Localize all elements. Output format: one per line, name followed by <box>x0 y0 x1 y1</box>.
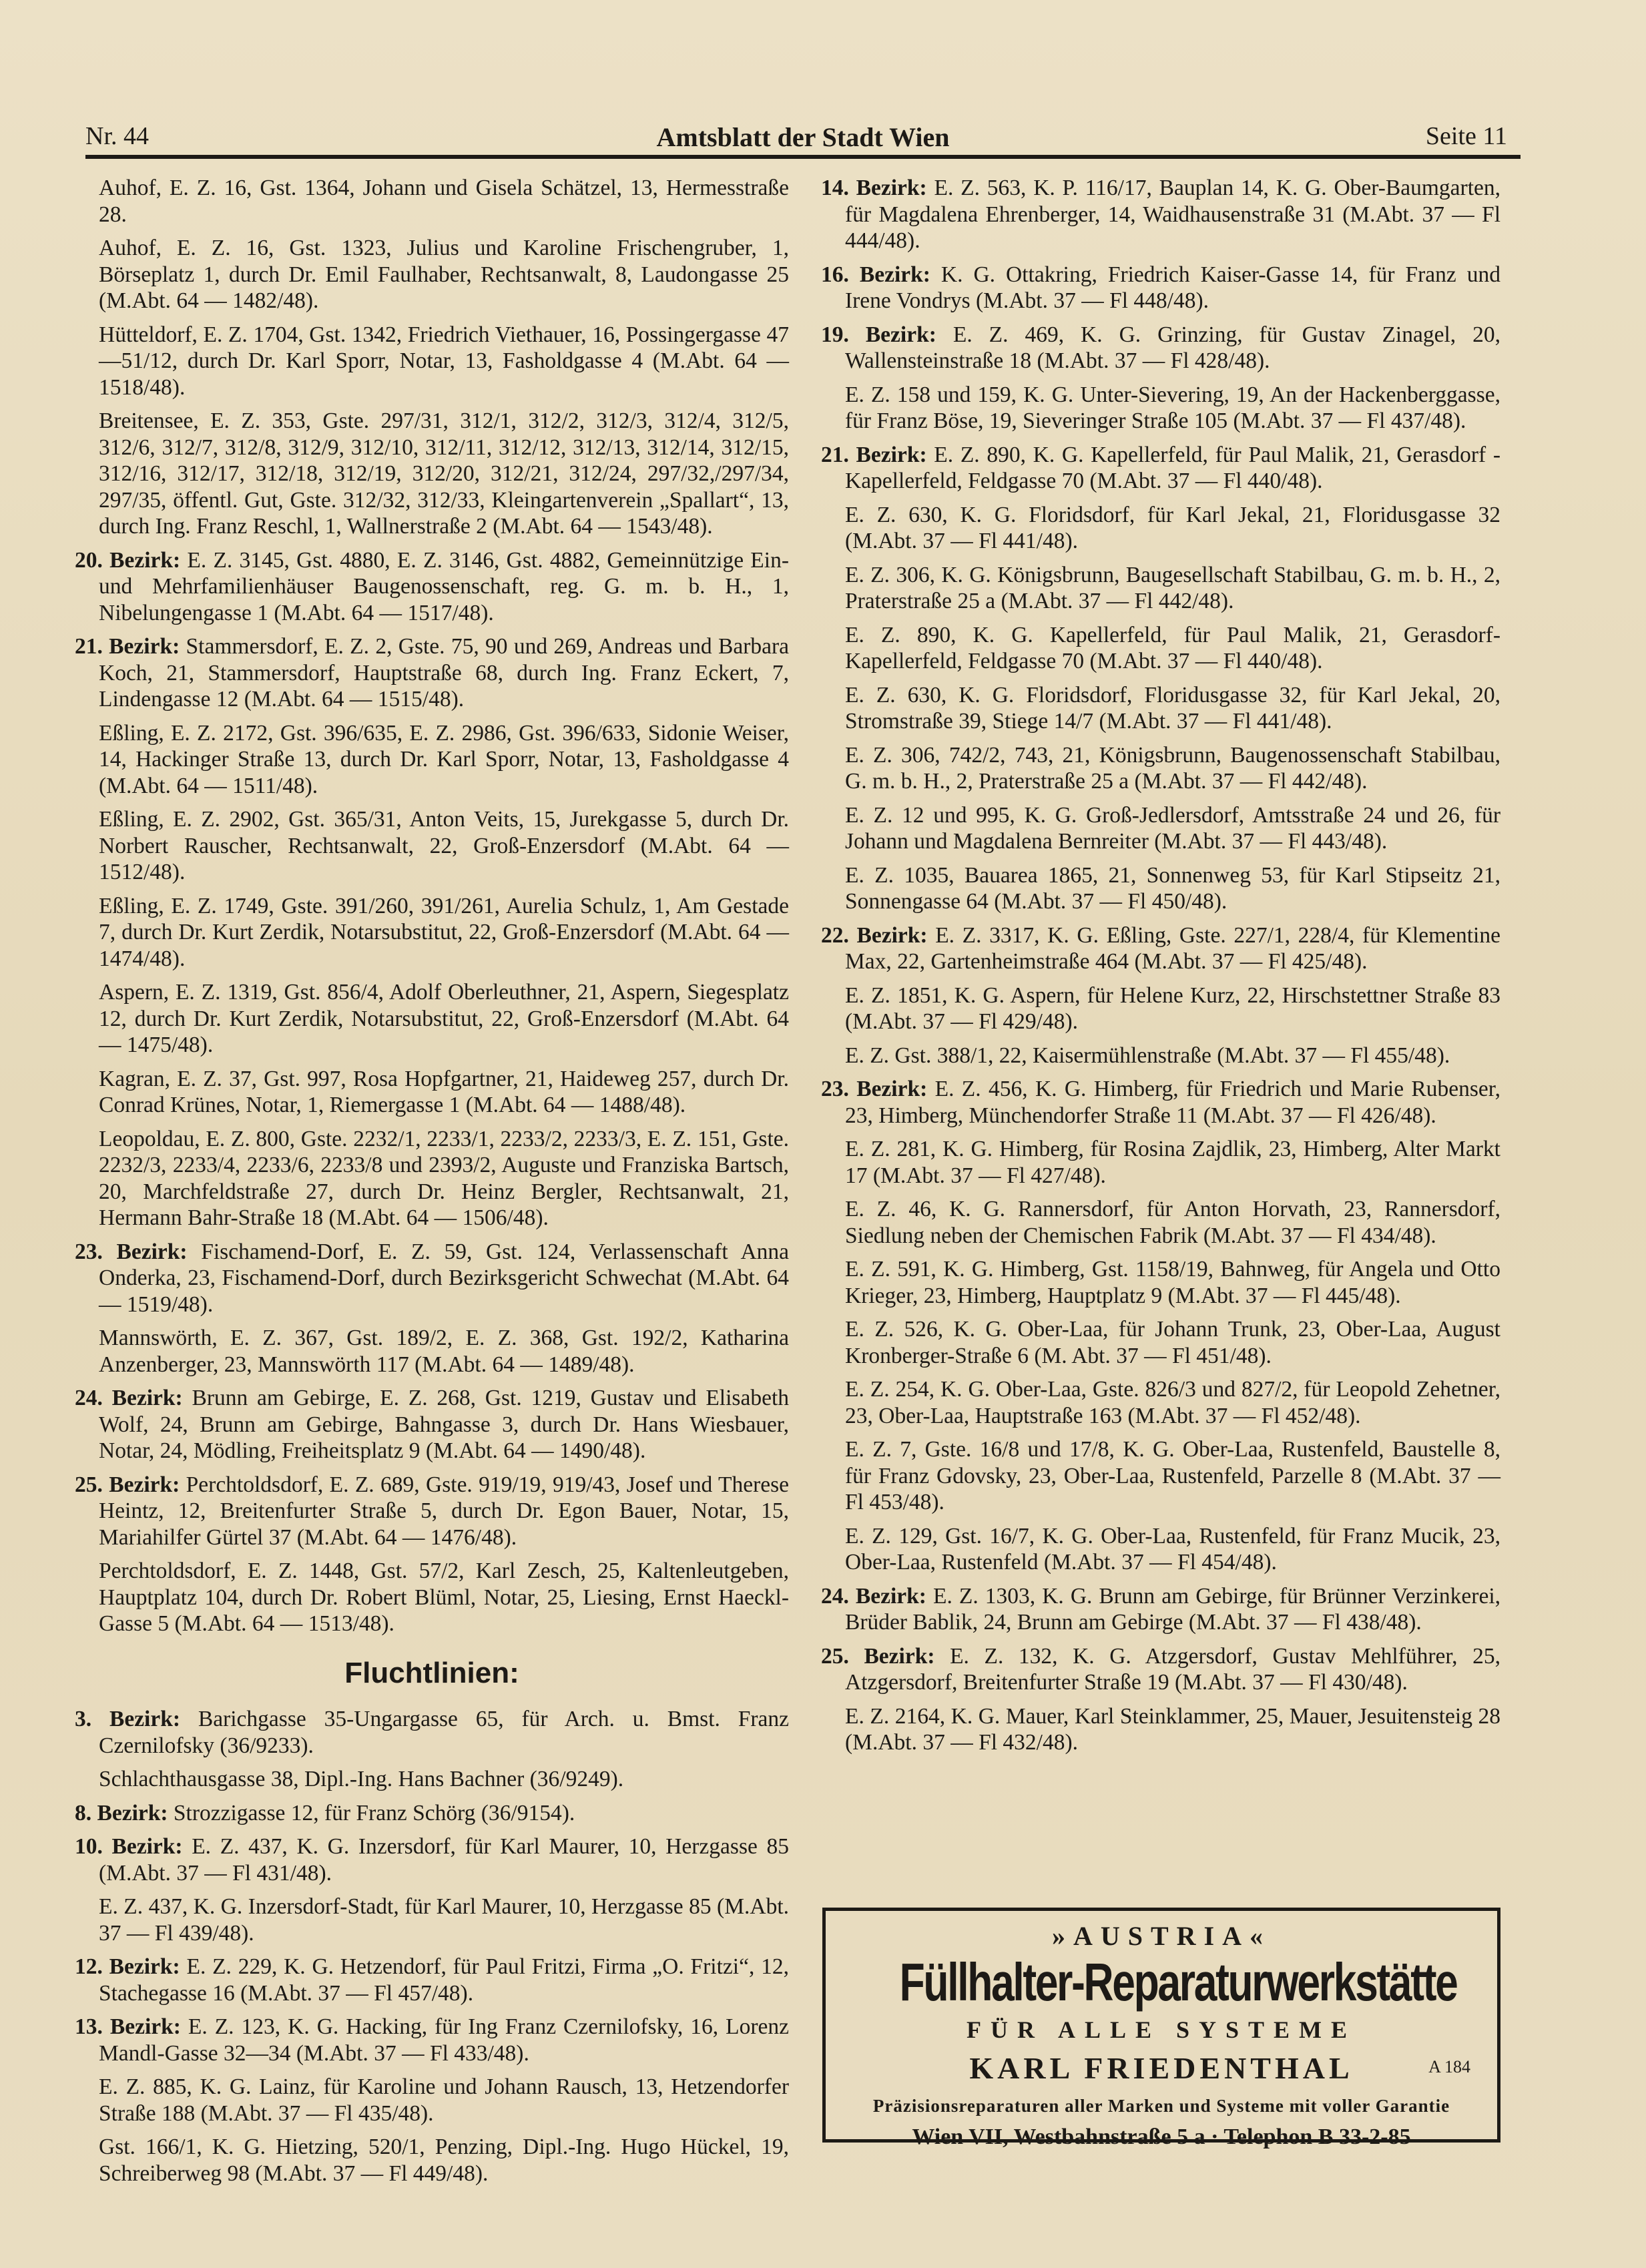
entry-paragraph: E. Z. Gst. 388/1, 22, Kaisermühlenstraße (M.Abt. 37 — Fl 455/48). <box>845 1043 1450 1068</box>
district-label: 19. Bezirk: <box>821 322 936 347</box>
ad-code: A 184 <box>1428 2057 1470 2076</box>
entry-paragraph: E. Z. 890, K. G. Kapellerfeld, für Paul Malik, 21, Gerasdorf-Kapellerfeld, Feldgasse 70 (M.Abt. 37 — Fl 440/48). <box>845 622 1500 673</box>
entry-paragraph: Breitensee, E. Z. 353, Gste. 297/31, 312/1, 312/2, 312/3, 312/4, 312/5, 312/6, 312/7, 312/8, 312/9, 312/10, 312/11, 312/12, 312/13, 312/14, 312/15, 312/16, 312/17, 312/18, 312/19, 312/20, 312/21, 312/24, 297/32,/297/34, 297/35, öffentl. Gut, Gste. 312/32, 312/33, Kleingartenverein „Spallart“, 13, durch Ing. Franz Reschl, 1, Wallnerstraße 2 (M.Abt. 64 — 1543/48). <box>99 408 789 539</box>
entry-paragraph: E. Z. 281, K. G. Himberg, für Rosina Zajdlik, 23, Himberg, Alter Markt 17 (M.Abt. 37 — Fl 427/48). <box>845 1137 1500 1188</box>
entry-paragraph: E. Z. 437, K. G. Inzersdorf-Stadt, für Karl Maurer, 10, Herzgasse 85 (M.Abt. 37 — Fl 439/48). <box>99 1894 789 1946</box>
district-label: 12. Bezirk: <box>75 1954 180 1979</box>
entry-paragraph: E. Z. 254, K. G. Ober-Laa, Gste. 826/3 und 827/2, für Leopold Zehetner, 23, Ober-Laa, Hauptstraße 163 (M.Abt. 37 — Fl 452/48). <box>845 1377 1500 1428</box>
entry-paragraph <box>821 1076 1500 1129</box>
entry-paragraph <box>75 547 789 627</box>
entry-text: E. Z. 469, K. G. Grinzing, für Gustav Zinagel, 20, Wallensteinstraße 18 (M.Abt. 37 — Fl 428/48). <box>845 322 1500 373</box>
entry-text: E. Z. 890, K. G. Kapellerfeld, für Paul Malik, 21, Gerasdorf - Kapellerfeld, Feldgasse 70 (M.Abt. 37 — Fl 440/48). <box>845 442 1500 493</box>
entry-text: Stammersdorf, E. Z. 2, Gste. 75, 90 und 269, Andreas und Barbara Koch, 21, Stammersdorf, Hauptstraße 68, durch Ing. Franz Eckert, 7, Lindengasse 12 (M.Abt. 64 — 1515/48). <box>99 634 789 712</box>
district-label: 25. Bezirk: <box>821 1643 935 1669</box>
entry-paragraph: Gst. 166/1, K. G. Hietzing, 520/1, Penzing, Dipl.-Ing. Hugo Hückel, 19, Schreiberweg 98 (M.Abt. 37 — Fl 449/48). <box>99 2135 789 2186</box>
ad-brand: »AUSTRIA« <box>1051 1921 1272 1951</box>
entry-paragraph: E. Z. 7, Gste. 16/8 und 17/8, K. G. Ober-Laa, Rustenfeld, Baustelle 8, für Franz Gdovsky, 23, Ober-Laa, Rustenfeld, Parzelle 8 (M.Abt. 37 — Fl 453/48). <box>845 1437 1500 1514</box>
entry-text: K. G. Ottakring, Friedrich Kaiser-Gasse 14, für Franz und Irene Vondrys (M.Abt. 37 — Fl 448/48). <box>845 262 1500 313</box>
entry-text: Brunn am Gebirge, E. Z. 268, Gst. 1219, Gustav und Elisabeth Wolf, 24, Brunn am Gebirge, Bahngasse 3, durch Dr. Hans Wiesbauer, Notar, 24, Mödling, Freiheitsplatz 9 (M.Abt. 64 — 1490/48). <box>99 1386 789 1463</box>
entry-paragraph: E. Z. 46, K. G. Rannersdorf, für Anton Horvath, 23, Rannersdorf, Siedlung neben der Chemischen Fabrik (M.Abt. 37 — Fl 434/48). <box>845 1197 1500 1248</box>
entry-paragraph: Mannswörth, E. Z. 367, Gst. 189/2, E. Z. 368, Gst. 192/2, Katharina Anzenberger, 23, Mannswörth 117 (M.Abt. 64 — 1489/48). <box>99 1326 789 1377</box>
entry-text: Perchtoldsdorf, E. Z. 689, Gste. 919/19, 919/43, Josef und Therese Heintz, 12, Breitenfurter Straße 5, durch Dr. Egon Bauer, Notar, 15, Mariahilfer Gürtel 37 (M.Abt. 64 — 1476/48). <box>99 1472 789 1550</box>
entry-paragraph: Auhof, E. Z. 16, Gst. 1323, Julius und Karoline Frischengruber, 1, Börseplatz 1, durch Dr. Emil Faulhaber, Rechtsanwalt, 8, Laudongasse 25 (M.Abt. 64 — 1482/48). <box>99 236 789 313</box>
entry-text: E. Z. 3317, K. G. Eßling, Gste. 227/1, 228/4, für Klementine Max, 22, Gartenheimstraße 464 (M.Abt. 37 — Fl 425/48). <box>845 922 1500 974</box>
advertisement <box>822 1908 1500 2149</box>
entry-paragraph <box>75 633 789 713</box>
district-label: 24. Bezirk: <box>821 1583 926 1609</box>
district-label: 25. Bezirk: <box>75 1472 180 1497</box>
entry-paragraph <box>821 262 1500 314</box>
ad-headline: Füllhalter-Reparaturwerkstätte <box>899 1952 1457 2012</box>
entry-paragraph <box>821 1643 1500 1696</box>
header-rule <box>85 155 1521 159</box>
district-label: 16. Bezirk: <box>821 262 930 287</box>
entry-text: E. Z. 437, K. G. Inzersdorf, für Karl Maurer, 10, Herzgasse 85 (M.Abt. 37 — Fl 431/48). <box>99 1834 789 1886</box>
entry-paragraph: E. Z. 129, Gst. 16/7, K. G. Ober-Laa, Rustenfeld, für Franz Mucik, 23, Ober-Laa, Rustenfeld (M.Abt. 37 — Fl 454/48). <box>845 1523 1500 1575</box>
ad-subline: FÜR ALLE SYSTEME <box>966 2016 1357 2043</box>
entry-paragraph: E. Z. 885, K. G. Lainz, für Karoline und Johann Rausch, 13, Hetzendorfer Straße 188 (M.Abt. 37 — Fl 435/48). <box>99 2074 789 2126</box>
entry-paragraph <box>75 1833 789 1886</box>
ad-owner: KARL FRIEDENTHAL <box>969 2051 1354 2085</box>
district-label: 8. Bezirk: <box>75 1800 168 1825</box>
district-label: 10. Bezirk: <box>75 1834 183 1859</box>
entry-paragraph: Perchtoldsdorf, E. Z. 1448, Gst. 57/2, Karl Zesch, 25, Kaltenleutgeben, Hauptplatz 104, durch Dr. Robert Blüml, Notar, 25, Liesing, Ernst Haeckl-Gasse 5 (M.Abt. 64 — 1513/48). <box>99 1558 789 1636</box>
entry-paragraph: Eßling, E. Z. 2172, Gst. 396/635, E. Z. 2986, Gst. 396/633, Sidonie Weiser, 14, Hackinger Straße 13, durch Dr. Karl Sporr, Notar, 13, Fasholdgasse 4 (M.Abt. 64 — 1511/48). <box>99 720 789 798</box>
entry-paragraph: E. Z. 306, K. G. Königsbrunn, Baugesellschaft Stabilbau, G. m. b. H., 2, Praterstraße 25 a (M.Abt. 37 — Fl 442/48). <box>845 562 1500 613</box>
entry-paragraph: Schlachthausgasse 38, Dipl.-Ing. Hans Bachner (36/9249). <box>99 1767 624 1791</box>
ad-tagline: Präzisionsreparaturen aller Marken und Systeme mit voller Garantie <box>872 2096 1450 2116</box>
entry-text: Fischamend-Dorf, E. Z. 59, Gst. 124, Verlassenschaft Anna Onderka, 23, Fischamend-Dorf, durch Bezirksgericht Schwechat (M.Abt. 64 — 1519/48). <box>99 1239 790 1317</box>
entry-text: E. Z. 563, K. P. 116/17, Bauplan 14, K. G. Ober-Baumgarten, für Magdalena Ehrenberger, 14, Waidhausenstraße 31 (M.Abt. 37 — Fl 444/48). <box>845 176 1500 253</box>
entry-paragraph: E. Z. 591, K. G. Himberg, Gst. 1158/19, Bahnweg, für Angela und Otto Krieger, 23, Himberg, Hauptplatz 9 (M.Abt. 37 — Fl 445/48). <box>845 1257 1500 1308</box>
left-column <box>75 175 789 2194</box>
entry-paragraph: Eßling, E. Z. 1749, Gste. 391/260, 391/261, Aurelia Schulz, 1, Am Gestade 7, durch Dr. Kurt Zerdik, Notarsubstitut, 22, Groß-Enzersdorf (M.Abt. 64 — 1474/48). <box>99 893 789 971</box>
district-label: 14. Bezirk: <box>821 176 927 200</box>
entry-paragraph: E. Z. 630, K. G. Floridsdorf, Floridusgasse 32, für Karl Jekal, 20, Stromstraße 39, Stiege 14/7 (M.Abt. 37 — Fl 441/48). <box>845 682 1500 734</box>
fluchtlinien-entries <box>75 1706 789 2187</box>
entry-paragraph <box>75 1385 789 1464</box>
left-entries <box>75 175 789 1637</box>
district-label: 20. Bezirk: <box>75 547 181 573</box>
district-label: 13. Bezirk: <box>75 2014 181 2039</box>
entry-paragraph: Eßling, E. Z. 2902, Gst. 365/31, Anton Veits, 15, Jurekgasse 5, durch Dr. Norbert Rauscher, Rechtsanwalt, 22, Groß-Enzersdorf (M.Abt. 64 — 1512/48). <box>99 807 789 884</box>
right-column <box>821 175 1500 1763</box>
entry-paragraph <box>821 1583 1500 1636</box>
entry-paragraph: E. Z. 1035, Bauarea 1865, 21, Sonnenweg 53, für Karl Stipseitz 21, Sonnengasse 64 (M.Abt. 37 — Fl 450/48). <box>845 862 1500 914</box>
entry-paragraph <box>75 1800 789 1827</box>
issue-number: Nr. 44 <box>85 122 149 150</box>
entry-paragraph: E. Z. 630, K. G. Floridsdorf, für Karl Jekal, 21, Floridusgasse 32 (M.Abt. 37 — Fl 441/48). <box>845 502 1500 553</box>
entry-paragraph <box>75 1706 789 1759</box>
ad-owner-row <box>826 2050 1497 2088</box>
section-title-fluchtlinien: Fluchtlinien: <box>344 1656 519 1689</box>
page-header <box>85 112 1521 152</box>
entry-paragraph: E. Z. 526, K. G. Ober-Laa, für Johann Trunk, 23, Ober-Laa, August Kronberger-Straße 6 (M. Abt. 37 — Fl 451/48). <box>845 1317 1500 1368</box>
entry-paragraph <box>821 322 1500 374</box>
entry-paragraph: E. Z. 2164, K. G. Mauer, Karl Steinklammer, 25, Mauer, Jesuitensteig 28 (M.Abt. 37 — Fl 432/48). <box>845 1703 1500 1755</box>
entry-paragraph <box>821 922 1500 975</box>
entry-paragraph <box>75 1472 789 1551</box>
entry-paragraph <box>75 1954 789 2006</box>
entry-text: E. Z. 229, K. G. Hetzendorf, für Paul Fritzi, Firma „O. Fritzi“, 12, Stachegasse 16 (M.Abt. 37 — Fl 457/48). <box>99 1954 789 2006</box>
entry-paragraph <box>821 442 1500 495</box>
right-entries <box>821 175 1500 1756</box>
entry-text: Strozzigasse 12, für Franz Schörg (36/9154). <box>168 1800 575 1825</box>
entry-paragraph: Aspern, E. Z. 1319, Gst. 856/4, Adolf Oberleuthner, 21, Aspern, Siegesplatz 12, durch Dr. Kurt Zerdik, Notarsubstitut, 22, Groß-Enzersdorf (M.Abt. 64 — 1475/48). <box>99 980 789 1057</box>
entry-paragraph <box>75 1239 789 1318</box>
entry-paragraph <box>75 2014 789 2066</box>
entry-paragraph: E. Z. 1851, K. G. Aspern, für Helene Kurz, 22, Hirschstettner Straße 83 (M.Abt. 37 — Fl 429/48). <box>845 982 1500 1034</box>
entry-paragraph: E. Z. 12 und 995, K. G. Groß-Jedlersdorf, Amtsstraße 24 und 26, für Johann und Magdalena Bernreiter (M.Abt. 37 — Fl 443/48). <box>845 802 1500 854</box>
entry-text: Barichgasse 35-Ungargasse 65, für Arch. u. Bmst. Franz Czernilofsky (36/9233). <box>99 1707 790 1758</box>
entry-paragraph: Kagran, E. Z. 37, Gst. 997, Rosa Hopfgartner, 21, Haideweg 257, durch Dr. Conrad Krünes, Notar, 1, Riemergasse 1 (M.Abt. 64 — 1488/48). <box>99 1066 789 1117</box>
district-label: 22. Bezirk: <box>821 922 928 948</box>
district-label: 24. Bezirk: <box>75 1386 183 1410</box>
entry-paragraph: Auhof, E. Z. 16, Gst. 1364, Johann und Gisela Schätzel, 13, Hermesstraße 28. <box>99 176 789 227</box>
entry-paragraph: E. Z. 306, 742/2, 743, 21, Königsbrunn, Baugenossenschaft Stabilbau, G. m. b. H., 2, Praterstraße 25 a (M.Abt. 37 — Fl 442/48). <box>845 742 1500 794</box>
entry-text: E. Z. 456, K. G. Himberg, für Friedrich und Marie Rubenser, 23, Himberg, Münchendorfer Straße 11 (M.Abt. 37 — Fl 426/48). <box>845 1077 1500 1128</box>
entry-text: E. Z. 1303, K. G. Brunn am Gebirge, für Brünner Verzinkerei, Brüder Bablik, 24, Brunn am Gebirge (M.Abt. 37 — Fl 438/48). <box>845 1583 1500 1635</box>
page-number: Seite 11 <box>1425 122 1507 150</box>
district-label: 21. Bezirk: <box>75 634 180 659</box>
entry-text: E. Z. 123, K. G. Hacking, für Ing Franz Czernilofsky, 16, Lorenz Mandl-Gasse 32—34 (M.Abt. 37 — Fl 433/48). <box>99 2014 789 2066</box>
entry-paragraph: Leopoldau, E. Z. 800, Gste. 2232/1, 2233/1, 2233/2, 2233/3, E. Z. 151, Gste. 2232/3, 2233/4, 2233/6, 2233/8 und 2393/2, Auguste und Franziska Bartsch, 20, Marchfeldstraße 27, durch Dr. Heinz Bergler, Rechtsanwalt, 21, Hermann Bahr-Straße 18 (M.Abt. 64 — 1506/48). <box>99 1126 789 1230</box>
district-label: 23. Bezirk: <box>821 1077 928 1101</box>
entry-text: E. Z. 132, K. G. Atzgersdorf, Gustav Mehlführer, 25, Atzgersdorf, Breitenfurter Straße 19 (M.Abt. 37 — Fl 430/48). <box>845 1643 1500 1695</box>
entry-text: E. Z. 3145, Gst. 4880, E. Z. 3146, Gst. 4882, Gemeinnützige Ein- und Mehrfamilienhäuser Baugenossenschaft, reg. G. m. b. H., 1, Nibelungengasse 1 (M.Abt. 64 — 1517/48). <box>99 547 789 625</box>
entry-paragraph: E. Z. 158 und 159, K. G. Unter-Sievering, 19, An der Hackenberggasse, für Franz Böse, 19, Sieveringer Straße 105 (M.Abt. 37 — Fl 437/48). <box>845 382 1500 433</box>
entry-paragraph <box>821 175 1500 254</box>
district-label: 23. Bezirk: <box>75 1239 188 1264</box>
publication-title: Amtsblatt der Stadt Wien <box>656 122 950 152</box>
district-label: 3. Bezirk: <box>75 1707 181 1731</box>
district-label: 21. Bezirk: <box>821 442 927 467</box>
ad-address: Wien VII, Westbahnstraße 5 a · Telephon B 33-2-85 <box>912 2124 1411 2149</box>
entry-paragraph: Hütteldorf, E. Z. 1704, Gst. 1342, Friedrich Viethauer, 16, Possingergasse 47—51/12, durch Dr. Karl Sporr, Notar, 13, Fasholdgasse 4 (M.Abt. 64 — 1518/48). <box>99 322 789 400</box>
